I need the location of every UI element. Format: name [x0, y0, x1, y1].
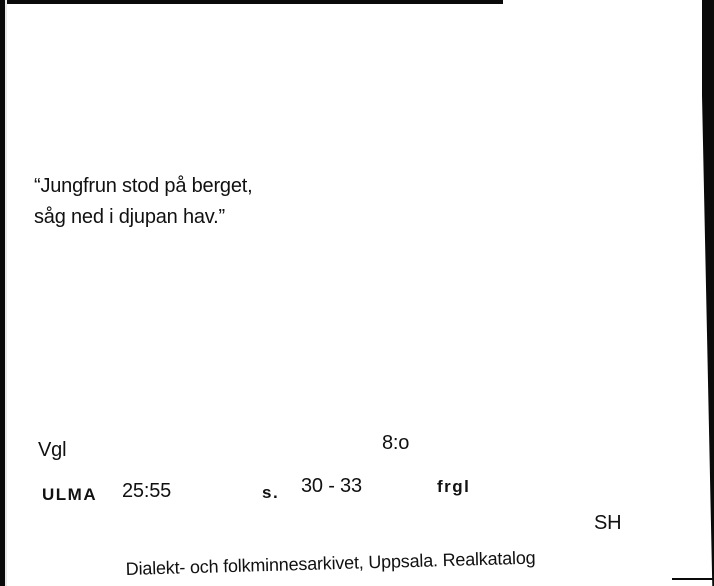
card-right-edge: [700, 0, 714, 586]
institution-footer: Dialekt- och folkminnesarkivet, Uppsala. Realkatalog: [125, 547, 536, 579]
archive-number: 25:55: [122, 480, 172, 502]
format-number: 8:o: [382, 432, 410, 454]
vgl-label: Vgl: [38, 439, 67, 461]
recorder-initials: SH: [594, 512, 622, 534]
card-top-edge: [0, 0, 503, 4]
quote-line-1: “Jungfrun stod på berget,: [34, 175, 253, 197]
archive-code: ULMA: [42, 485, 98, 504]
page-range: 30 - 33: [301, 475, 362, 497]
card-right-margin: [690, 0, 702, 586]
category-label: frgl: [437, 477, 471, 496]
page-abbreviation: s.: [262, 483, 280, 502]
card-left-edge-shadow: [5, 0, 7, 586]
quote-line-2: såg ned i djupan hav.”: [34, 206, 225, 228]
card-bottom-edge: [672, 578, 714, 580]
